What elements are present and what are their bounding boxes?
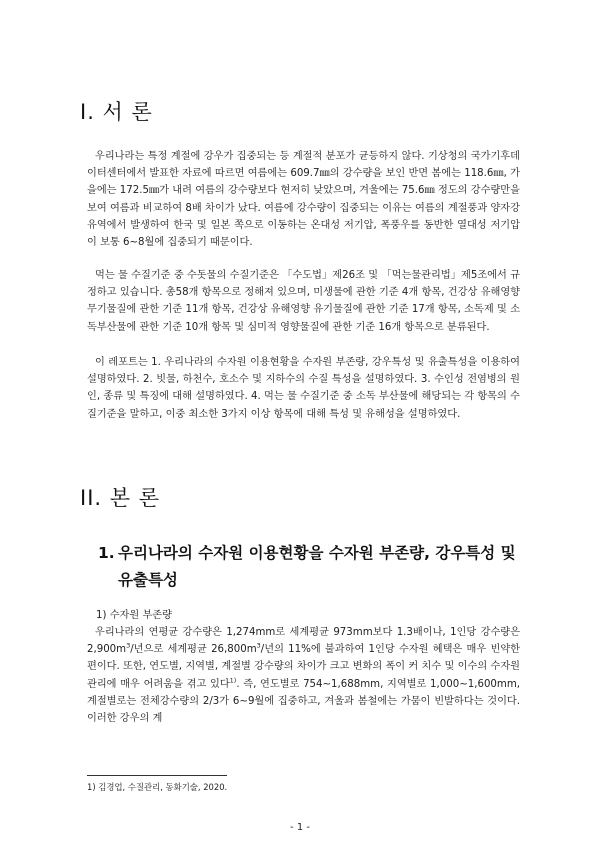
body-text-3: /년의 11%에 불과하여 1인당 수자원 혜택은 매우 빈약한 편이다. 또한, 연도별, 지역별, 계절별 강수량의 차이가 크고 변화의 폭이 커 치수 및 이수의 수자원관리에 매우 어려움을 겪고 있다 [87,644,521,690]
section-heading-intro: I. 서 론 [80,100,153,124]
body-text-1: 우리나라의 연평균 강수량은 1,274mm로 세계평균 973mm보다 1.3배이나, 1인당 강수량은 2,900m [87,627,520,656]
subsection-heading [98,540,528,594]
intro-paragraph-2: 먹는 물 수질기준 중 수돗물의 수질기준은 「수도법」제26조 및 「먹는물관리법」제5조에서 규정하고 있습니다. 총58개 항목으로 정해져 있으며, 미생물에 관한 기준 4개 항목, 건강상 유해영향 무기물질에 관한 기준 11개 항목, 건강상 유해영향 유기물질에 관한 기준 17개 항목, 소독제 및 소독부산물에 관한 기준 10개 항목 및 심미적 영향물질에 관한 기준 16개 항목으로 분류된다. [87,270,520,333]
subsection-number: 1. [98,544,115,562]
body-text-4: . 즉, 연도별로 754∼1,688mm, 지역별로 1,000∼1,600mm, 계절별로는 전체강수량의 2/3가 6∼9월에 집중하고, 겨울과 봄철에는 가뭄이 빈발하다는 것이다. 이러한 강우의 계 [87,678,520,725]
page-number: - 1 - [290,822,310,833]
intro-paragraph-1: 우리나라는 특정 계절에 강우가 집중되는 등 계절적 분포가 균등하지 않다. 기상청의 국가기후데이터센터에서 발표한 자료에 따르면 여름에는 609.7㎜의 강수량을 보인 반면 봄에는 118.6㎜, 가을에는 172.5㎜가 내려 여름의 강수량보다 현저히 낮았으며, 겨울에는 75.6㎜ 정도의 강수량만을 보여 여름과 비교하여 8배 차이가 났다. 여름에 강수량이 집중되는 이유는 여름의 계절풍과 양자강 유역에서 발생하여 한국 및 일본 쪽으로 이동하는 온대성 저기압, 폭풍우를 동반한 열대성 저기압이 보통 6~8월에 집중되기 때문이다. [87,151,520,249]
superscript-cubic: 3 [126,641,131,650]
subsection-title: 우리나라의 수자원 이용현황을 수자원 부존량, 강우특성 및 유출특성 [118,544,516,589]
item-heading: 1) 수자원 부존량 [96,610,172,621]
body-paragraph-1 [87,624,520,727]
body-text-2: /년으로 세계평균 26,800m [130,644,257,656]
footnote-divider [87,775,227,776]
section-heading-body: II. 본 론 [80,486,160,510]
footnote-reference[interactable]: 1) [229,676,237,685]
superscript-cubic: 3 [256,641,261,650]
footnote: 1) 김경업, 수질관리, 동화기술, 2020. [87,782,228,792]
intro-paragraph-3: 이 레포트는 1. 우리나라의 수자원 이용현황을 수자원 부존량, 강우특성 및 유출특성을 이용하여 설명하였다. 2. 빗물, 하천수, 호소수 및 지하수의 수질 특성을 설명하였다. 3. 수인성 전염병의 원인, 종류 및 특징에 대해 설명하였다. 4. 먹는 물 수질기준 중 소독 부산물에 해당되는 각 항목의 수질기준을 말하고, 이중 최소한 3가지 이상 항목에 대해 특성 및 유해성을 설명하였다. [87,357,520,420]
